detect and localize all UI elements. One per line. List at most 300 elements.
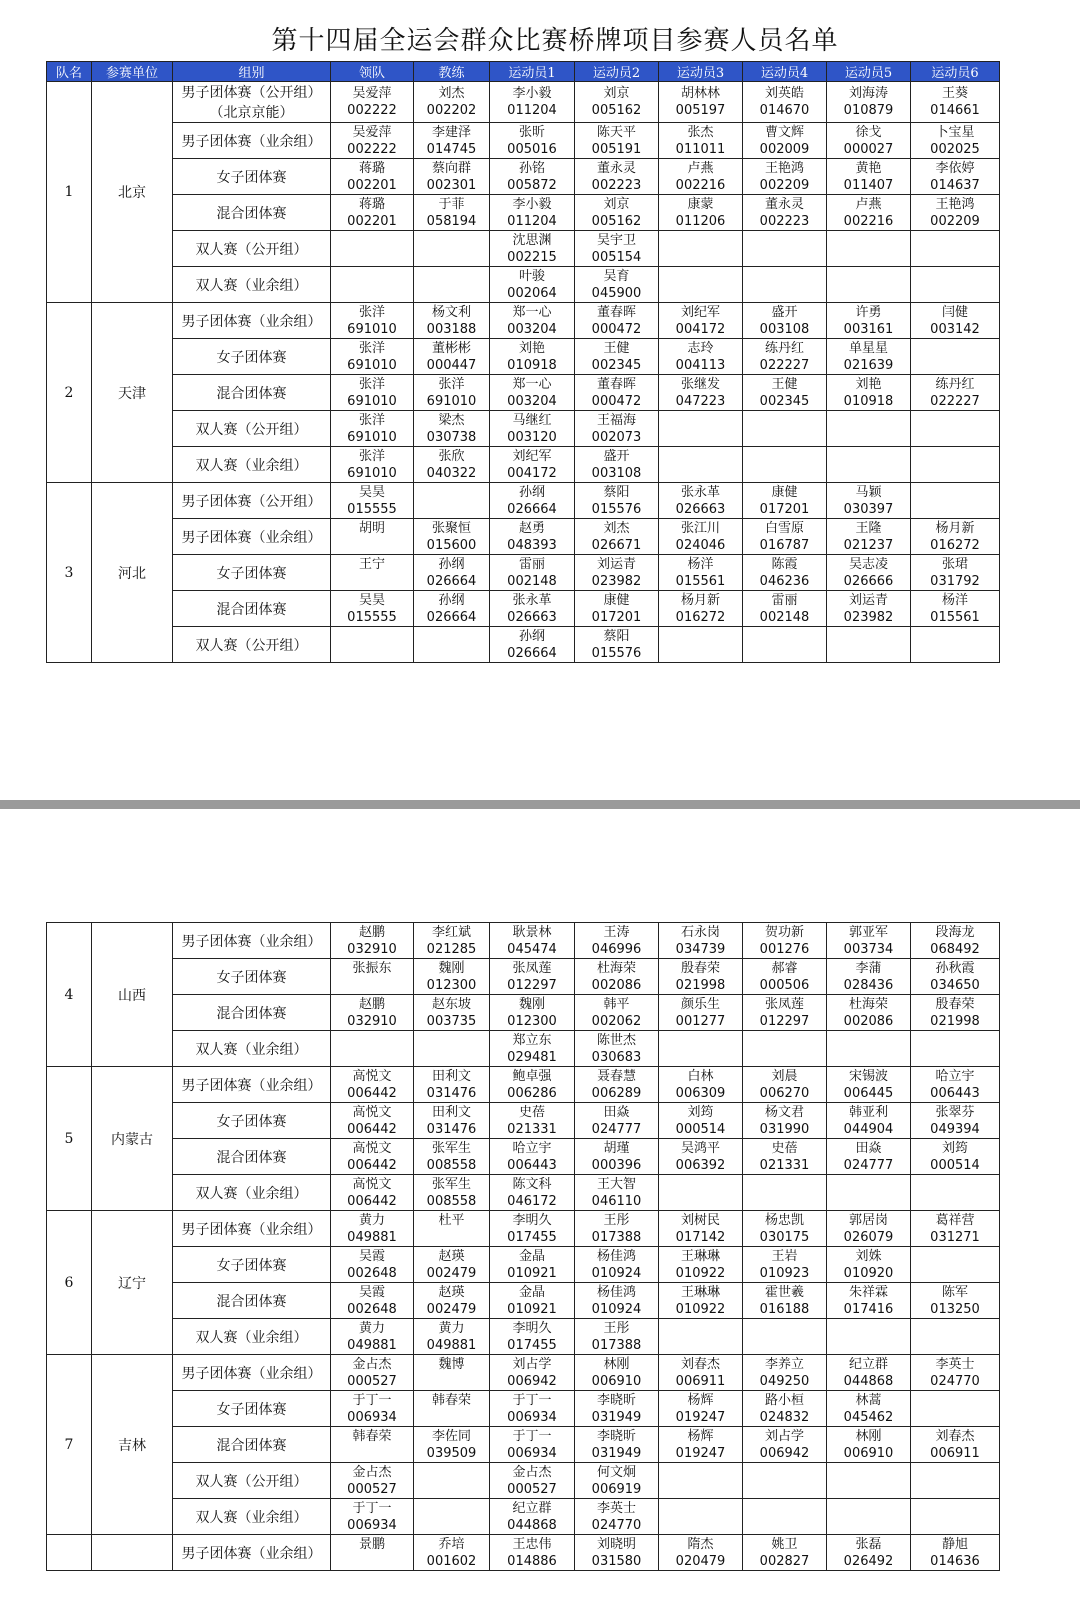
person-id: 029481 [507, 1049, 557, 1065]
person-id: 021998 [930, 1013, 980, 1029]
table-row [47, 1499, 1000, 1535]
person-id: 013250 [930, 1301, 980, 1317]
person-cell [911, 627, 1000, 663]
person-cell [414, 555, 490, 591]
person-cell [414, 267, 490, 303]
person-cell [414, 959, 490, 995]
person-cell [490, 1103, 575, 1139]
person-cell [827, 1247, 911, 1283]
table-row [47, 1031, 1000, 1067]
person-id: 012297 [759, 1013, 810, 1029]
person-id [414, 1409, 489, 1426]
person-cell [414, 1103, 490, 1139]
person-cell [331, 627, 414, 663]
person-name: 盛开 [771, 304, 798, 320]
person-cell [575, 195, 659, 231]
person-cell [659, 339, 743, 375]
person-name [414, 268, 489, 285]
person-cell [331, 591, 414, 627]
person-cell [490, 303, 575, 339]
person-id: 046172 [507, 1193, 557, 1209]
person-cell [331, 1211, 414, 1247]
person-cell [827, 82, 911, 123]
person-id [414, 645, 489, 662]
person-cell [575, 1535, 659, 1571]
person-cell [827, 1427, 911, 1463]
person-name [827, 412, 910, 429]
person-name: 董永灵 [596, 160, 636, 176]
person-name: 张翠芬 [935, 1104, 975, 1120]
person-id: 031476 [426, 1085, 477, 1101]
person-id: 017142 [675, 1229, 726, 1245]
person-cell [490, 1175, 575, 1211]
person-cell [414, 1391, 490, 1427]
person-cell [490, 195, 575, 231]
event-name [173, 375, 331, 411]
person-name: 陈军 [941, 1284, 968, 1300]
person-id: 006934 [347, 1517, 397, 1533]
person-id: 006934 [347, 1409, 397, 1425]
person-name: 刘英皓 [764, 86, 804, 101]
person-id: 031990 [759, 1121, 810, 1137]
person-name: 沈思渊 [512, 232, 552, 248]
person-id: 002201 [347, 177, 397, 193]
person-cell [490, 411, 575, 447]
person-cell [827, 267, 911, 303]
person-id: 044868 [507, 1517, 557, 1533]
roster-body-bottom [47, 923, 1000, 1571]
person-name: 朱祥霖 [848, 1284, 888, 1300]
person-id: 024777 [843, 1157, 894, 1173]
person-cell [575, 923, 659, 959]
person-cell [575, 959, 659, 995]
person-id [414, 1517, 489, 1534]
person-id: 010922 [675, 1265, 726, 1281]
person-cell [911, 555, 1000, 591]
person-id [659, 1517, 742, 1534]
event-name [173, 195, 331, 231]
person-name: 刘晓明 [596, 1536, 636, 1552]
person-id [911, 429, 999, 446]
person-cell [414, 1535, 490, 1571]
person-cell [743, 1103, 827, 1139]
event-name [173, 1391, 331, 1427]
person-id: 003142 [930, 321, 980, 337]
person-name: 刘春杰 [680, 1356, 720, 1372]
event-name [173, 159, 331, 195]
person-cell [911, 303, 1000, 339]
person-id: 002222 [347, 141, 397, 157]
person-cell [490, 627, 575, 663]
person-cell [743, 591, 827, 627]
person-name: 葛祥营 [935, 1212, 975, 1228]
person-id: 011407 [843, 177, 894, 193]
person-id [911, 249, 999, 266]
person-cell [331, 1319, 414, 1355]
person-id: 045462 [843, 1409, 894, 1425]
person-id: 006445 [843, 1085, 894, 1101]
person-name: 白林 [687, 1068, 714, 1084]
roster-table-bottom [46, 922, 1000, 1571]
person-name: 金晶 [518, 1284, 545, 1300]
person-cell [827, 591, 911, 627]
person-name: 鲍卓强 [512, 1068, 552, 1084]
person-name: 韩亚利 [848, 1104, 888, 1120]
person-name: 刘占学 [764, 1428, 804, 1444]
event-name [173, 555, 331, 591]
person-name: 田焱 [603, 1104, 630, 1120]
person-id: 002086 [843, 1013, 894, 1029]
person-id: 003120 [507, 429, 557, 445]
event-name [173, 923, 331, 959]
person-name [331, 628, 413, 645]
person-name: 李蒲 [855, 960, 882, 976]
person-id: 002216 [675, 177, 726, 193]
person-name [827, 1500, 910, 1517]
person-id [743, 285, 826, 302]
person-cell [827, 447, 911, 483]
person-name: 史蓓 [771, 1140, 798, 1156]
event-name [173, 959, 331, 995]
person-id: 002479 [426, 1301, 477, 1317]
person-id [911, 465, 999, 482]
person-name: 陈世杰 [596, 1032, 636, 1048]
person-cell [743, 627, 827, 663]
person-name: 高悦文 [352, 1140, 392, 1156]
person-name: 孙纲 [438, 592, 465, 608]
person-name: 李建泽 [431, 124, 471, 140]
table-row [47, 555, 1000, 591]
person-name: 董彬彬 [431, 340, 471, 356]
person-id: 049881 [347, 1337, 397, 1353]
team-unit: 河北 [92, 483, 173, 663]
person-id [827, 645, 910, 662]
person-name [827, 232, 910, 249]
person-cell [331, 519, 414, 555]
person-name: 王宁 [358, 556, 385, 572]
person-id: 049881 [347, 1229, 397, 1245]
person-id: 006309 [675, 1085, 726, 1101]
person-id [911, 1409, 999, 1426]
person-id: 691010 [347, 429, 397, 445]
person-cell [490, 447, 575, 483]
person-name: 雷丽 [518, 556, 545, 572]
person-name: 张聚恒 [431, 520, 471, 536]
table-row [47, 411, 1000, 447]
person-cell [743, 995, 827, 1031]
person-name [414, 1500, 489, 1517]
person-cell [911, 123, 1000, 159]
person-cell [575, 1355, 659, 1391]
person-cell [911, 1031, 1000, 1067]
person-name: 颜乐生 [680, 996, 720, 1012]
person-id [659, 249, 742, 266]
person-id [331, 285, 413, 302]
person-cell [331, 1139, 414, 1175]
person-id: 024770 [930, 1373, 980, 1389]
person-id: 023982 [843, 609, 894, 625]
person-id: 002215 [507, 249, 557, 265]
person-id: 002064 [507, 285, 557, 301]
person-cell [659, 995, 743, 1031]
person-name: 张洋 [438, 376, 465, 392]
event-label: 双人赛（公开组） [195, 1473, 308, 1490]
person-name: 刘京 [603, 196, 630, 212]
event-name [173, 1211, 331, 1247]
person-id [827, 1481, 910, 1498]
person-cell [331, 1283, 414, 1319]
person-id: 006442 [347, 1193, 397, 1209]
person-name: 郑立东 [512, 1032, 552, 1048]
person-id: 004172 [675, 321, 726, 337]
person-cell [331, 1247, 414, 1283]
person-id: 015555 [347, 501, 397, 517]
event-label: 混合团体赛 [216, 385, 287, 402]
person-cell [659, 1427, 743, 1463]
person-name: 李明久 [512, 1212, 552, 1228]
person-name: 金占杰 [352, 1464, 392, 1480]
person-id [827, 429, 910, 446]
person-cell [575, 1247, 659, 1283]
person-id: 011206 [675, 213, 726, 229]
person-name [414, 1464, 489, 1481]
person-name [743, 1176, 826, 1193]
person-id [911, 285, 999, 302]
person-cell [827, 1139, 911, 1175]
person-id [659, 285, 742, 302]
person-id: 030175 [759, 1229, 810, 1245]
person-id: 040322 [426, 465, 477, 481]
person-name: 田利文 [431, 1068, 471, 1084]
person-id: 045474 [507, 941, 557, 957]
person-cell [659, 411, 743, 447]
person-id: 006270 [759, 1085, 810, 1101]
person-name: 蔡向群 [431, 160, 471, 176]
person-name [827, 1176, 910, 1193]
person-name: 段海龙 [935, 924, 975, 940]
person-cell [827, 1211, 911, 1247]
person-id: 003108 [591, 465, 642, 481]
person-id: 010918 [507, 357, 557, 373]
event-label: 男子团体赛（业余组） [181, 1545, 322, 1562]
person-name: 张振东 [352, 960, 392, 976]
person-name [827, 1320, 910, 1337]
person-name: 刘纪军 [680, 304, 720, 320]
person-cell [659, 627, 743, 663]
person-name: 徐戈 [855, 124, 882, 140]
person-id: 017201 [591, 609, 642, 625]
person-name: 魏博 [438, 1356, 465, 1372]
table-row [47, 375, 1000, 411]
page-divider [0, 800, 1080, 809]
person-name [743, 232, 826, 249]
person-name [331, 268, 413, 285]
person-id: 000396 [591, 1157, 642, 1173]
person-name: 李佐同 [431, 1428, 471, 1444]
person-id: 001277 [675, 1013, 726, 1029]
person-cell [575, 1211, 659, 1247]
person-cell [331, 1031, 414, 1067]
person-id: 010920 [843, 1265, 894, 1281]
person-name [659, 268, 742, 285]
person-name [659, 1176, 742, 1193]
person-cell [490, 1499, 575, 1535]
person-id: 001276 [759, 941, 810, 957]
person-name: 乔培 [438, 1536, 465, 1552]
person-name: 赵鹏 [358, 996, 385, 1012]
person-name: 王彤 [603, 1212, 630, 1228]
person-name: 吴霞 [358, 1284, 385, 1300]
table-row [47, 519, 1000, 555]
event-sublabel: （北京京能） [209, 105, 294, 121]
event-name [173, 447, 331, 483]
person-name: 志玲 [687, 340, 714, 356]
person-cell [414, 231, 490, 267]
person-id: 006942 [759, 1445, 810, 1461]
person-cell [743, 82, 827, 123]
person-cell [911, 483, 1000, 519]
person-cell [827, 303, 911, 339]
person-name: 张凤莲 [764, 996, 804, 1012]
person-cell [659, 375, 743, 411]
person-name: 刘筠 [941, 1140, 968, 1156]
event-name [173, 1175, 331, 1211]
person-id: 031580 [591, 1553, 642, 1569]
person-cell [827, 1067, 911, 1103]
person-name: 杜海荣 [596, 960, 636, 976]
person-cell [659, 195, 743, 231]
person-name: 刘春杰 [935, 1428, 975, 1444]
person-id: 006442 [347, 1157, 397, 1173]
person-id: 002223 [759, 213, 810, 229]
event-name [173, 1031, 331, 1067]
person-id: 000527 [347, 1373, 397, 1389]
person-cell [743, 1355, 827, 1391]
person-id: 002479 [426, 1265, 477, 1281]
person-id: 008558 [426, 1193, 477, 1209]
person-name: 隋杰 [687, 1536, 714, 1552]
person-cell [911, 1427, 1000, 1463]
event-name [173, 519, 331, 555]
person-name [911, 448, 999, 465]
person-name: 董春晖 [596, 376, 636, 392]
person-name: 刘树民 [680, 1212, 720, 1228]
person-name: 刘杰 [603, 520, 630, 536]
person-name: 于菲 [438, 196, 465, 212]
person-name [743, 1032, 826, 1049]
person-name: 金晶 [518, 1248, 545, 1264]
person-id [331, 977, 413, 994]
person-name: 蔡阳 [603, 628, 630, 644]
person-id: 023982 [591, 573, 642, 589]
person-cell [659, 1463, 743, 1499]
person-name: 黄力 [438, 1320, 465, 1336]
person-id [743, 1337, 826, 1354]
person-id: 021998 [675, 977, 726, 993]
event-label: 男子团体赛（业余组） [181, 529, 322, 546]
table-row [47, 1319, 1000, 1355]
person-cell [490, 82, 575, 123]
event-label: 双人赛（业余组） [195, 277, 308, 294]
person-id: 015561 [675, 573, 726, 589]
event-label: 女子团体赛 [216, 1257, 287, 1274]
person-id: 031271 [930, 1229, 980, 1245]
person-id [911, 1517, 999, 1534]
person-cell [911, 1211, 1000, 1247]
person-id: 058194 [426, 213, 477, 229]
person-id: 006919 [591, 1481, 642, 1497]
person-cell [827, 339, 911, 375]
person-cell [743, 195, 827, 231]
person-id: 000027 [843, 141, 894, 157]
person-cell [827, 1535, 911, 1571]
person-id [827, 1049, 910, 1066]
person-name [743, 412, 826, 429]
person-name: 杨洋 [941, 592, 968, 608]
person-cell [331, 1463, 414, 1499]
person-cell [827, 1319, 911, 1355]
person-name [659, 412, 742, 429]
person-name: 贺功新 [764, 924, 804, 940]
person-name [659, 1320, 742, 1337]
person-name: 宋锡波 [848, 1068, 888, 1084]
person-name: 黄力 [358, 1320, 385, 1336]
person-cell [743, 267, 827, 303]
person-cell [827, 959, 911, 995]
person-name: 刘运青 [848, 592, 888, 608]
person-name: 魏刚 [438, 960, 465, 976]
person-id: 031792 [930, 573, 980, 589]
person-name: 金占杰 [512, 1464, 552, 1480]
person-name: 黄艳 [855, 160, 882, 176]
event-label: 双人赛（业余组） [195, 1041, 308, 1058]
page-title: 第十四届全运会群众比赛桥牌项目参赛人员名单 [271, 26, 839, 56]
person-cell [414, 1283, 490, 1319]
person-name: 魏刚 [518, 996, 545, 1012]
event-label: 混合团体赛 [216, 1005, 287, 1022]
event-name [173, 1319, 331, 1355]
person-id: 005154 [591, 249, 642, 265]
person-id: 010879 [843, 103, 894, 118]
person-name: 吴志凌 [848, 556, 888, 572]
person-id: 004172 [507, 465, 557, 481]
person-id: 021285 [426, 941, 477, 957]
person-cell [331, 1499, 414, 1535]
table-row [47, 627, 1000, 663]
person-id: 014670 [759, 103, 810, 118]
person-cell [659, 1355, 743, 1391]
person-id: 002009 [759, 141, 810, 157]
person-name: 蔡阳 [603, 484, 630, 500]
person-cell [743, 1463, 827, 1499]
event-name [173, 1463, 331, 1499]
person-id: 014637 [930, 177, 980, 193]
person-id: 024777 [591, 1121, 642, 1137]
person-id: 002148 [759, 609, 810, 625]
person-cell [331, 959, 414, 995]
person-name: 练丹红 [935, 376, 975, 392]
person-name: 张洋 [358, 340, 385, 356]
person-cell [575, 995, 659, 1031]
person-cell [911, 1247, 1000, 1283]
person-name: 郭亚军 [848, 924, 888, 940]
event-label: 女子团体赛 [216, 349, 287, 366]
person-cell [827, 519, 911, 555]
event-label: 男子团体赛（业余组） [181, 1077, 322, 1094]
event-label: 双人赛（业余组） [195, 1329, 308, 1346]
person-name: 蒋璐 [358, 160, 385, 176]
person-id: 017388 [591, 1229, 642, 1245]
